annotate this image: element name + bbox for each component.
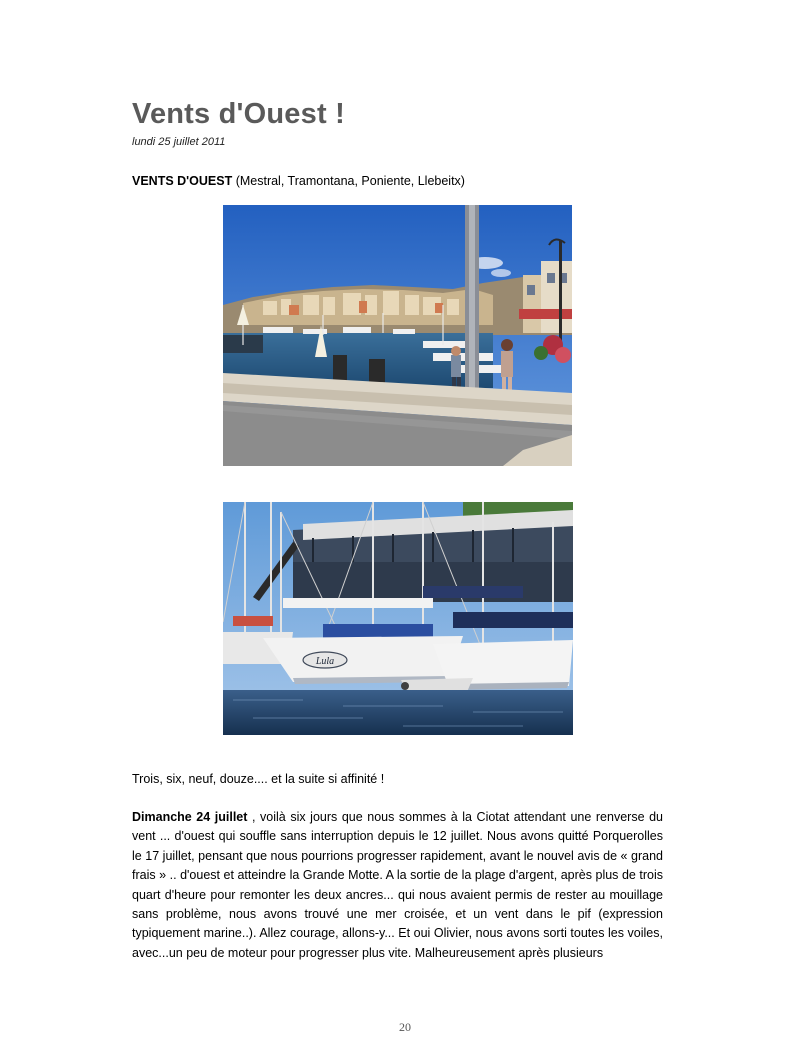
marina-sailboats-photo: [223, 502, 573, 735]
article-subtitle: [132, 174, 465, 188]
subtitle-winds: (Mestral, Tramontana, Poniente, Llebeitx): [232, 174, 465, 188]
harbour-quay-photo: [223, 205, 572, 466]
article-intro: Trois, six, neuf, douze.... et la suite si affinité !: [132, 772, 385, 786]
subtitle-bold: VENTS D'OUEST: [132, 174, 233, 188]
paragraph-date: Dimanche 24 juillet: [132, 810, 248, 824]
article-title: Vents d'Ouest !: [132, 98, 345, 130]
article-paragraph: [132, 808, 663, 963]
page-number: 20: [399, 1020, 411, 1034]
boat-name: Lula: [315, 656, 335, 667]
article-date: lundi 25 juillet 2011: [132, 136, 226, 148]
paragraph-body: , voilà six jours que nous sommes à la Ciotat attendant une renverse du vent ... d'ouest qui souffle sans interruption depuis le 12 juillet. Nous avons quitté Porquerolles le 17 juillet, pensant que nous pourrions progresser rapidement, avant le nouvel avis de « grand frais » .. d'ouest et atteindre la Grande Motte. A la sortie de la plage d'argent, après plus de trois quart d'heure pour remonter les deux ancres... qui nous avaient permis de rester au mouillage sans problème, nous avons trouvé une mer croisée, et un vent dans le pif (expression typiquement marine..). Allez courage, allons-y... Et oui Olivier, nous avons sorti toutes les voiles, avec...un peu de moteur pour progresser plus vite. Malheureusement après plusieurs: [132, 810, 663, 960]
